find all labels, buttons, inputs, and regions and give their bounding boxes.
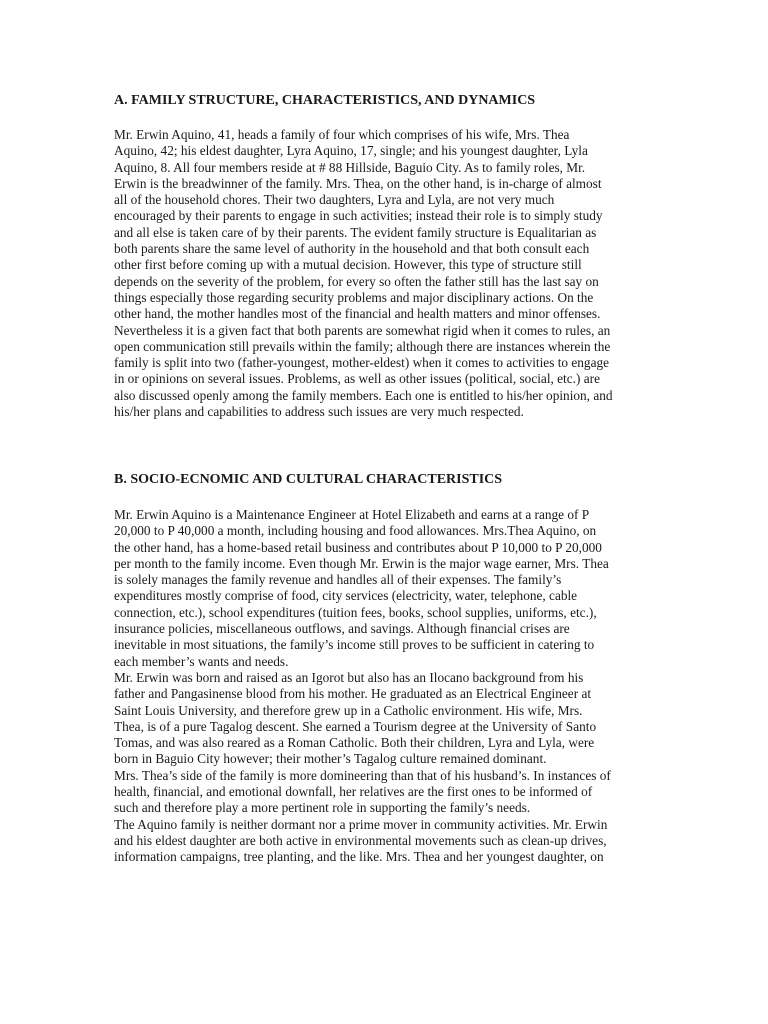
paragraph-line: Mr. Erwin was born and raised as an Igorot but also has an Ilocano background from his (114, 669, 584, 685)
paragraph-line: is solely manages the family revenue and handles all of their expenses. The family’s (114, 572, 562, 588)
paragraph-line: Erwin is the breadwinner of the family. Mrs. Thea, on the other hand, is in-charge of almost (114, 175, 602, 191)
paragraph-line: each member’s wants and needs. (114, 653, 289, 669)
paragraph-line: his/her plans and capabilities to address such issues are very much respected. (114, 404, 524, 420)
paragraph-line: father and Pangasinense blood from his mother. He graduated as an Electrical Engineer at (114, 686, 592, 702)
paragraph-line: connection, etc.), school expenditures (tuition fees, books, school supplies, uniforms, etc.), (114, 604, 597, 620)
paragraph-line: The Aquino family is neither dormant nor a prime mover in community activities. Mr. Erwin (114, 816, 608, 832)
section-a-body (114, 127, 613, 420)
paragraph-line: other hand, the mother handles most of the financial and health matters and minor offenses. (114, 306, 601, 322)
paragraph-line: born in Baguio City however; their mother’s Tagalog culture remained dominant. (114, 751, 547, 767)
paragraph-line: and his eldest daughter are both active in environmental movements such as clean-up drives, (114, 832, 607, 848)
paragraph-line: and all else is taken care of by their parents. The evident family structure is Equalitarian as (114, 224, 597, 240)
paragraph-line: Aquino, 42; his eldest daughter, Lyra Aquino, 17, single; and his youngest daughter, Lyla (114, 143, 588, 159)
section-a-heading: A. FAMILY STRUCTURE, CHARACTERISTICS, AND DYNAMICS (114, 93, 536, 108)
paragraph-line: Mr. Erwin Aquino, 41, heads a family of four which comprises of his wife, Mrs. Thea (114, 127, 570, 142)
paragraph-line: Mrs. Thea’s side of the family is more domineering than that of his husband’s. In instances of (114, 767, 611, 783)
paragraph-line: things especially those regarding security problems and major disciplinary actions. On the (114, 289, 594, 305)
paragraph-line: information campaigns, tree planting, and the like. Mrs. Thea and her youngest daughter, on (114, 849, 604, 865)
paragraph-line: Saint Louis University, and therefore grew up in a Catholic environment. His wife, Mrs. (114, 702, 583, 718)
paragraph-line: all of the household chores. Their two daughters, Lyra and Lyla, are not very much (114, 192, 555, 208)
paragraph-line: depends on the severity of the problem, for every so often the father still has the last say on (114, 273, 599, 289)
paragraph-line: Aquino, 8. All four members reside at # 88 Hillside, Baguio City. As to family roles, Mr. (114, 159, 586, 175)
paragraph-line: Nevertheless it is a given fact that both parents are somewhat rigid when it comes to rules, an (114, 322, 611, 338)
paragraph-line: inevitable in most situations, the family’s income still proves to be sufficient in catering to (114, 637, 595, 653)
paragraph-line: encouraged by their parents to engage in such activities; instead their role is to simply study (114, 208, 603, 224)
paragraph-line: other first before coming up with a mutual decision. However, this type of structure still (114, 257, 582, 273)
paragraph-line: health, financial, and emotional downfall, her relatives are the first ones to be informed of (114, 784, 593, 800)
paragraph-line: expenditures mostly comprise of food, city services (electricity, water, telephone, cable (114, 588, 578, 604)
paragraph-line: both parents share the same level of authority in the household and that both consult each (114, 241, 590, 257)
paragraph-line: family is split into two (father-youngest, mother-eldest) when it comes to activities to engage (114, 355, 610, 371)
section-b-heading: B. SOCIO-ECNOMIC AND CULTURAL CHARACTERISTICS (114, 472, 503, 487)
paragraph-line: Tomas, and was also reared as a Roman Catholic. Both their children, Lyra and Lyla, were (114, 735, 595, 751)
paragraph-line: insurance policies, miscellaneous outflows, and savings. Although financial crises are (114, 621, 570, 637)
paragraph-line: per month to the family income. Even though Mr. Erwin is the major wage earner, Mrs. Thea (114, 555, 609, 571)
paragraph-line: the other hand, has a home-based retail business and contributes about P 10,000 to P 20,000 (114, 539, 602, 555)
paragraph-line: such and therefore play a more pertinent role in supporting the family’s needs. (114, 800, 531, 816)
paragraph-line: 20,000 to P 40,000 a month, including housing and food allowances. Mrs.Thea Aquino, on (114, 523, 597, 539)
paragraph-line: Thea, is of a pure Tagalog descent. She earned a Tourism degree at the University of Santo (114, 718, 597, 734)
paragraph-line: in or opinions on several issues. Problems, as well as other issues (political, social, etc.) are (114, 371, 600, 387)
section-b-body (114, 507, 611, 866)
paragraph-line: Mr. Erwin Aquino is a Maintenance Engineer at Hotel Elizabeth and earns at a range of P (114, 507, 590, 522)
paragraph-line: open communication still prevails within the family; although there are instances wherein the (114, 338, 611, 354)
paragraph-line: also discussed openly among the family members. Each one is entitled to his/her opinion, and (114, 387, 613, 403)
